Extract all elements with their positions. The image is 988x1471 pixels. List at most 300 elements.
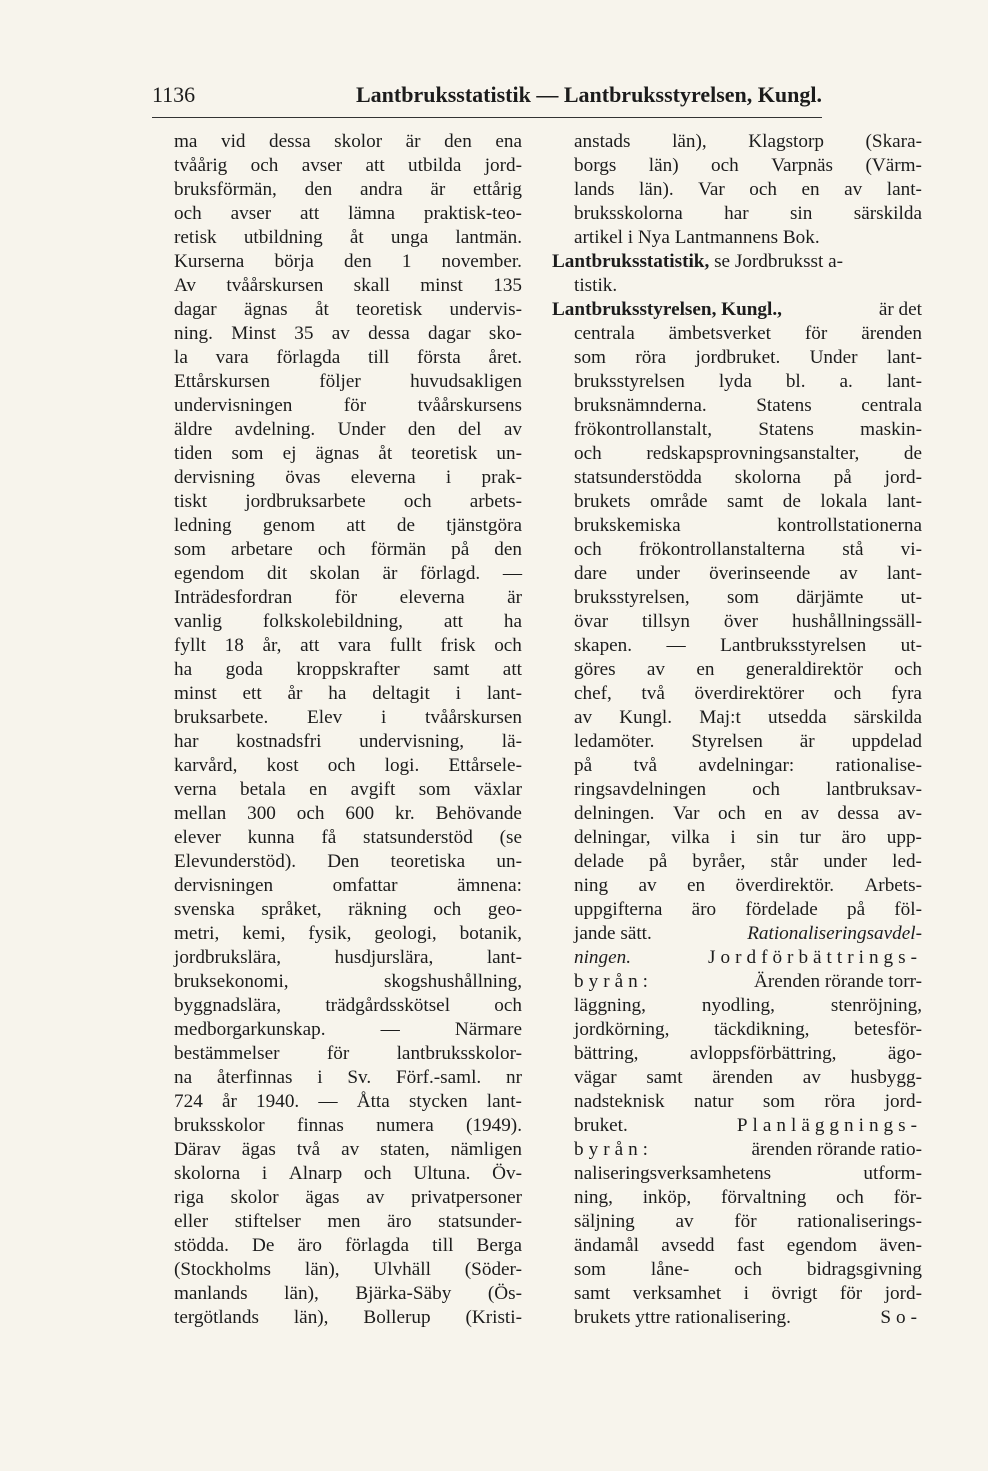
word: lant-: [886, 347, 922, 368]
spaced-heading: Planläggnings-: [736, 1115, 922, 1136]
word: bruksskolor: [174, 1115, 265, 1136]
word: få: [321, 827, 337, 848]
text-line: [174, 1258, 522, 1282]
word: egendom: [786, 1235, 858, 1256]
word: av: [839, 563, 858, 584]
word: vanlig: [174, 611, 222, 632]
word: nr: [505, 1067, 522, 1088]
word: år,: [262, 635, 282, 656]
word: (Söder-: [464, 1259, 522, 1280]
entry-line: [552, 970, 922, 994]
word: röra: [824, 1091, 856, 1112]
word: geologi,: [374, 923, 437, 944]
word: manlands: [174, 1283, 248, 1304]
text-line: [552, 1042, 922, 1066]
word: Av: [174, 275, 197, 296]
word: Behövande: [435, 803, 522, 824]
text-line: [552, 1234, 922, 1258]
word: un-: [496, 851, 522, 872]
page-number: 1136: [152, 82, 196, 107]
word: ämbetsverket: [668, 323, 771, 344]
word: åt: [349, 227, 364, 248]
word: naliseringsverksamhetens: [574, 1163, 772, 1184]
word: 1940.: [256, 1091, 300, 1112]
word: lant-: [486, 1091, 522, 1112]
text-line: [174, 1306, 522, 1330]
word: av: [844, 179, 863, 200]
word: natur: [694, 1091, 734, 1112]
text-line: [174, 418, 522, 442]
text-line: [552, 1186, 922, 1210]
word: förmän: [370, 539, 427, 560]
word: en: [764, 803, 783, 824]
text-line: [174, 466, 522, 490]
entry-line: [552, 250, 922, 274]
word: utbilda: [408, 155, 462, 176]
word: äldre: [174, 419, 213, 440]
line-text: artikel i Nya Lantmannens Bok.: [574, 227, 820, 248]
word: andra: [360, 179, 403, 200]
word: ha: [328, 683, 347, 704]
word: Under: [337, 419, 386, 440]
word: undervisningen: [174, 395, 293, 416]
text-line: [552, 802, 922, 826]
word: betesför-: [854, 1019, 922, 1040]
word: bruksförmän,: [174, 179, 277, 200]
word: för: [326, 1043, 350, 1064]
word: privatpersoner: [411, 1187, 522, 1208]
word: tjänstgöra: [446, 515, 522, 536]
word: 135: [493, 275, 522, 296]
word: jord-: [884, 1091, 922, 1112]
word: fyra: [891, 683, 922, 704]
word: skolor: [334, 131, 383, 152]
word: a.: [839, 371, 853, 392]
word: äro: [841, 827, 867, 848]
word: lantmän.: [455, 227, 522, 248]
text-line: [174, 850, 522, 874]
word: Närmare: [454, 1019, 522, 1040]
word: särskilda: [853, 707, 922, 728]
word: kemi,: [242, 923, 286, 944]
word: avsedd: [661, 1235, 715, 1256]
word: bruksnämnderna.: [574, 395, 707, 416]
word: del: [458, 419, 482, 440]
word: läggning,: [574, 995, 646, 1016]
word: förlagd.: [420, 563, 481, 584]
word: att: [346, 515, 366, 536]
word: avdelning.: [234, 419, 316, 440]
text-line: [552, 1282, 922, 1306]
text-line: [174, 1090, 522, 1114]
word: generaldirektör: [745, 659, 863, 680]
word: hushållningssäll-: [791, 611, 922, 632]
word: övrigt: [771, 1283, 818, 1304]
entry-text: bruket.: [574, 1115, 628, 1136]
entry-text: Ärenden rörande torr-: [754, 971, 922, 992]
text-line: [174, 826, 522, 850]
word: och: [433, 899, 462, 920]
word: i: [317, 1067, 323, 1088]
word: 1: [401, 251, 412, 272]
word: år: [221, 1091, 237, 1112]
word: avloppsförbättring,: [689, 1043, 837, 1064]
word: frökontrollanstalt,: [574, 419, 713, 440]
word: Kurserna: [174, 251, 245, 272]
word: de: [903, 443, 922, 464]
word: sin: [789, 203, 813, 224]
word: två: [633, 755, 657, 776]
text-line: [552, 562, 922, 586]
text-line: [174, 754, 522, 778]
word: statsunder-: [438, 1211, 522, 1232]
word: står: [770, 851, 799, 872]
word: förlagda: [276, 347, 341, 368]
text-line: [552, 826, 922, 850]
word: röra: [635, 347, 667, 368]
word: året.: [488, 347, 522, 368]
word: område: [650, 491, 708, 512]
word: statsunderstödda: [574, 467, 702, 488]
word: för: [734, 1211, 757, 1232]
word: jordbrukslära,: [174, 947, 282, 968]
text-line: [174, 1138, 522, 1162]
word: till: [367, 347, 390, 368]
text-line: [174, 634, 522, 658]
word: första: [417, 347, 461, 368]
word: av: [802, 1067, 821, 1088]
text-line: [552, 682, 922, 706]
word: goda: [225, 659, 263, 680]
word: och: [317, 539, 346, 560]
word: teoretiska: [390, 851, 466, 872]
word: Öv-: [492, 1163, 522, 1184]
text-line: [552, 442, 922, 466]
word: kr.: [395, 803, 415, 824]
text-line: [552, 634, 922, 658]
word: praktisk-teo-: [423, 203, 522, 224]
word: av-: [897, 803, 922, 824]
text-line: [552, 706, 922, 730]
word: eller: [174, 1211, 209, 1232]
word: unga: [390, 227, 429, 248]
word: språket,: [261, 899, 322, 920]
word: logi.: [384, 755, 420, 776]
word: 35: [294, 323, 314, 344]
word: avdelningar:: [698, 755, 795, 776]
word: jordbruket.: [695, 347, 781, 368]
word: lands: [574, 179, 615, 200]
text-line: [552, 898, 922, 922]
word: att: [300, 635, 320, 656]
word: som: [574, 1259, 606, 1280]
word: Elevunderstöd).: [174, 851, 297, 872]
word: kostnadsfri: [236, 731, 322, 752]
word: jord-: [484, 155, 522, 176]
word: och: [574, 539, 602, 560]
entry-text: brukets yttre rationalisering.: [574, 1307, 791, 1328]
text-line: [552, 874, 922, 898]
word: jordbruksarbete: [245, 491, 366, 512]
word: tiskt: [174, 491, 208, 512]
word: de: [396, 515, 415, 536]
word: Ultuna.: [413, 1163, 471, 1184]
text-line: [174, 394, 522, 418]
word: bidragsgivning: [806, 1259, 922, 1280]
word: fyllt: [174, 635, 206, 656]
text-line: [174, 370, 522, 394]
text-line: [552, 586, 922, 610]
word: maskin-: [860, 419, 922, 440]
word: nadsteknisk: [574, 1091, 665, 1112]
word: skolan: [309, 563, 360, 584]
word: deltagit: [372, 683, 430, 704]
word: genom: [262, 515, 316, 536]
word: vilka: [671, 827, 710, 848]
word: under: [823, 851, 868, 872]
entry-text: jande sätt.: [574, 923, 652, 944]
word: lant-: [886, 563, 922, 584]
word: jord-: [884, 1283, 922, 1304]
word: ägnas: [243, 299, 288, 320]
word: teoretisk: [356, 299, 423, 320]
word: fördelade: [745, 899, 818, 920]
spaced-heading: byrån:: [574, 971, 654, 992]
word: tiden: [174, 443, 213, 464]
word: (1949).: [466, 1115, 522, 1136]
word: ning.: [174, 323, 213, 344]
word: (Stockholms: [174, 1259, 272, 1280]
word: (Skara-: [865, 131, 922, 152]
word: ej: [282, 443, 297, 464]
word: samt: [574, 1283, 611, 1304]
word: 724: [174, 1091, 203, 1112]
word: avser: [230, 203, 272, 224]
word: och: [327, 755, 356, 776]
text-line: [174, 946, 522, 970]
word: minst: [174, 683, 217, 704]
entry-line: [552, 922, 922, 946]
word: växlar: [474, 779, 522, 800]
word: även-: [879, 1235, 922, 1256]
word: Lantbruksstyrelsen: [720, 635, 867, 656]
word: ning: [574, 875, 609, 896]
word: har: [724, 203, 749, 224]
word: åt: [378, 443, 393, 464]
word: ledning: [174, 515, 232, 536]
word: och: [363, 1163, 392, 1184]
word: år: [287, 683, 303, 704]
word: sko-: [488, 323, 522, 344]
word: i: [730, 827, 736, 848]
word: i: [445, 467, 452, 488]
word: ena: [495, 131, 522, 152]
text-line: [174, 562, 522, 586]
text-line: [552, 1090, 922, 1114]
word: lämna: [348, 203, 395, 224]
word: led-: [892, 851, 922, 872]
word: ändamål: [574, 1235, 639, 1256]
word: husbygg-: [850, 1067, 922, 1088]
word: att: [443, 611, 464, 632]
word: upp-: [886, 827, 922, 848]
word: av: [574, 707, 593, 728]
word: lä-: [501, 731, 522, 752]
word: Ulvhäll: [373, 1259, 431, 1280]
word: två: [641, 683, 665, 704]
word: teoretisk: [411, 443, 478, 464]
word: bestämmelser: [174, 1043, 280, 1064]
word: arbets-: [469, 491, 522, 512]
word: län).: [639, 179, 674, 200]
text-line: [552, 1066, 922, 1090]
word: staten,: [380, 1139, 430, 1160]
word: äro: [387, 1211, 412, 1232]
word: egendom: [174, 563, 245, 584]
text-line: [174, 130, 522, 154]
header-rule: [152, 117, 822, 118]
word: återfinnas: [216, 1067, 293, 1088]
word: ha: [503, 611, 522, 632]
word: för: [343, 395, 367, 416]
text-line: [552, 754, 922, 778]
word: län),: [293, 1307, 329, 1328]
text-line: [552, 466, 922, 490]
word: som: [762, 1091, 795, 1112]
word: vara: [215, 347, 249, 368]
text-line: [552, 130, 922, 154]
word: redskapsprovningsanstalter,: [646, 443, 860, 464]
word: dessa: [269, 131, 311, 152]
word: vid: [220, 131, 246, 152]
word: inköp,: [642, 1187, 692, 1208]
word: —: [318, 1091, 338, 1112]
word: dessa: [368, 323, 410, 344]
text-line: [552, 730, 922, 754]
text-line: [552, 850, 922, 874]
word: men: [327, 1211, 361, 1232]
word: som: [418, 779, 451, 800]
word: eleverna: [399, 587, 465, 608]
word: den: [407, 419, 436, 440]
text-line: [174, 538, 522, 562]
word: riga: [174, 1187, 204, 1208]
word: Alnarp: [288, 1163, 343, 1184]
text-line: [552, 658, 922, 682]
word: skapen.: [574, 635, 633, 656]
word: kunna: [247, 827, 295, 848]
word: undervis-: [449, 299, 522, 320]
word: kroppskrafter: [296, 659, 400, 680]
word: 18: [224, 635, 244, 656]
spaced-heading: byrån:: [574, 1139, 654, 1160]
word: lantbruksav-: [826, 779, 922, 800]
word: för: [334, 587, 358, 608]
word: centrala: [861, 395, 922, 416]
word: skolorna: [734, 467, 801, 488]
word: byggnadslära,: [174, 995, 282, 1016]
word: och: [250, 155, 279, 176]
word: på: [649, 851, 668, 872]
word: prak-: [481, 467, 522, 488]
word: ärenden: [712, 1067, 774, 1088]
word: la: [174, 347, 188, 368]
word: den: [444, 131, 472, 152]
word: fysik,: [308, 923, 352, 944]
word: fast: [736, 1235, 765, 1256]
word: dervisning: [174, 467, 256, 488]
word: frisk: [440, 635, 476, 656]
word: uppdelad: [851, 731, 922, 752]
word: na: [174, 1067, 193, 1088]
text-line: [552, 202, 922, 226]
word: utsedda: [767, 707, 827, 728]
word: Under: [809, 347, 858, 368]
word: vägar: [574, 1067, 617, 1088]
entry-body: [552, 994, 922, 1114]
word: bättring,: [574, 1043, 639, 1064]
word: Elev: [307, 707, 343, 728]
word: Minst: [231, 323, 276, 344]
word: lant-: [486, 683, 522, 704]
word: brukskemiska: [574, 515, 681, 536]
section-title-italic: ningen.: [574, 947, 632, 968]
word: Maj:t: [699, 707, 741, 728]
text-line: [174, 1210, 522, 1234]
word: och: [403, 491, 432, 512]
word: stycken: [408, 1091, 468, 1112]
word: eleverna: [350, 467, 416, 488]
word: och: [734, 1259, 762, 1280]
word: Arbets-: [864, 875, 922, 896]
text-line: [552, 418, 922, 442]
text-line: [174, 154, 522, 178]
word: av: [503, 419, 522, 440]
word: är: [430, 179, 446, 200]
word: tillsyn: [642, 611, 690, 632]
word: län): [648, 155, 679, 176]
word: stenröjning,: [830, 995, 922, 1016]
text-line: [174, 1234, 522, 1258]
word: att: [365, 155, 385, 176]
word: och: [494, 635, 522, 656]
word: i: [743, 1283, 750, 1304]
word: nyodling,: [701, 995, 775, 1016]
text-line: [552, 490, 922, 514]
word: ledamöter.: [574, 731, 655, 752]
word: Ettårskursen: [174, 371, 270, 392]
word: en: [309, 779, 328, 800]
word: husdjurslära,: [334, 947, 434, 968]
page-header: [152, 78, 822, 112]
word: därjämte: [796, 587, 864, 608]
text-line: [174, 1282, 522, 1306]
word: tur: [799, 827, 821, 848]
word: mellan: [174, 803, 227, 824]
word: täckdikning,: [714, 1019, 810, 1040]
word: verksamhet: [632, 1283, 722, 1304]
word: rationalise-: [835, 755, 922, 776]
word: börja: [274, 251, 314, 272]
word: Var: [698, 179, 725, 200]
word: som: [231, 443, 264, 464]
word: Berga: [476, 1235, 522, 1256]
word: (Ös-: [487, 1283, 522, 1304]
text-line: [174, 1162, 522, 1186]
word: jordkörning,: [574, 1019, 670, 1040]
word: över: [723, 611, 759, 632]
word: brukets: [574, 491, 631, 512]
